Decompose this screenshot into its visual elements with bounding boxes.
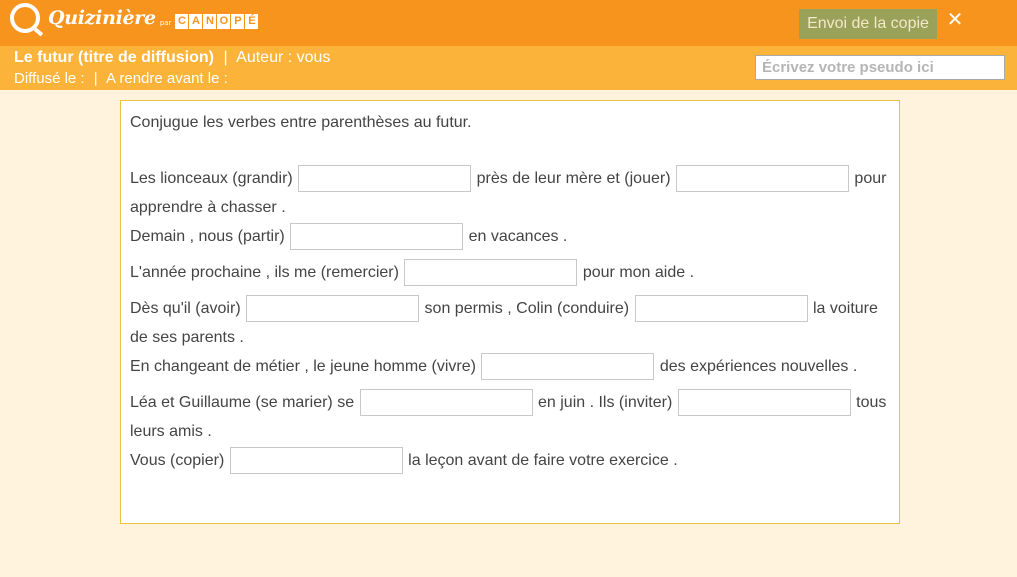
sentence-6 xyxy=(130,388,890,446)
answer-input-avoir[interactable] xyxy=(246,295,419,322)
logo-wordmark: Quizinière xyxy=(48,7,156,29)
sentence-2 xyxy=(130,222,890,251)
canope-letter: A xyxy=(189,14,202,29)
close-icon[interactable]: ✕ xyxy=(946,7,964,31)
sentence-text: la leçon avant de faire votre exercice . xyxy=(408,452,678,469)
top-bar xyxy=(0,0,1017,46)
info-line-2 xyxy=(14,70,228,87)
sentence-text: Vous (copier) xyxy=(130,452,225,469)
answer-input-copier[interactable] xyxy=(230,447,403,474)
sentence-text: En changeant de métier , le jeune homme (vivre) xyxy=(130,358,476,375)
send-copy-button[interactable]: Envoi de la copie xyxy=(799,9,937,39)
separator: | xyxy=(223,49,228,66)
diffused-label: Diffusé le : xyxy=(14,70,85,87)
sentence-text: Dès qu'il (avoir) xyxy=(130,300,241,317)
sentence-text: L'année prochaine , ils me (remercier) xyxy=(130,264,399,281)
quiziniere-logo xyxy=(10,3,259,33)
sentence-text: Léa et Guillaume (se marier) se xyxy=(130,394,355,411)
separator: | xyxy=(93,70,98,87)
sentence-text: en juin . Ils (inviter) xyxy=(538,394,673,411)
sentence-5 xyxy=(130,352,890,381)
logo-q-icon xyxy=(10,3,40,33)
due-label: A rendre avant le : xyxy=(106,70,228,87)
info-line-1 xyxy=(14,49,330,67)
sentence-1 xyxy=(130,164,890,222)
canope-letter: É xyxy=(245,14,258,29)
pseudo-input[interactable] xyxy=(755,55,1005,80)
answer-input-conduire[interactable] xyxy=(635,295,808,322)
answer-input-vivre[interactable] xyxy=(481,353,654,380)
logo-par: par xyxy=(159,19,172,27)
sentence-text: Demain , nous (partir) xyxy=(130,228,285,245)
info-bar xyxy=(0,46,1017,90)
answer-input-remercier[interactable] xyxy=(404,259,577,286)
sentence-7 xyxy=(130,446,890,475)
answer-input-inviter[interactable] xyxy=(678,389,851,416)
page-title: Le futur (titre de diffusion) xyxy=(14,49,214,66)
canope-logo xyxy=(175,14,259,29)
answer-input-se-marier[interactable] xyxy=(360,389,533,416)
canope-letter: C xyxy=(175,14,188,29)
sentence-text: près de leur mère et (jouer) xyxy=(476,170,671,187)
answer-input-grandir[interactable] xyxy=(298,165,471,192)
sentence-4 xyxy=(130,294,890,352)
sentence-3 xyxy=(130,258,890,287)
sentence-text: son permis , Colin (conduire) xyxy=(424,300,630,317)
author-label: Auteur : vous xyxy=(236,49,331,66)
sentence-text: Les lionceaux (grandir) xyxy=(130,170,293,187)
instruction-text: Conjugue les verbes entre parenthèses au futur. xyxy=(130,114,472,131)
sentence-text: en vacances . xyxy=(468,228,568,245)
sentence-text: pour mon aide . xyxy=(582,264,695,281)
answer-input-partir[interactable] xyxy=(290,223,463,250)
canope-letter: P xyxy=(231,14,244,29)
sentence-text: la voiture de ses parents . xyxy=(130,300,878,346)
canope-letter: N xyxy=(203,14,216,29)
answer-input-jouer[interactable] xyxy=(676,165,849,192)
canope-letter: O xyxy=(217,14,230,29)
exercise-card xyxy=(120,100,900,524)
sentence-text: pour apprendre à chasser . xyxy=(130,170,887,216)
sentence-text: des expériences nouvelles . xyxy=(659,358,858,375)
sentence-text: tous leurs amis . xyxy=(130,394,887,440)
